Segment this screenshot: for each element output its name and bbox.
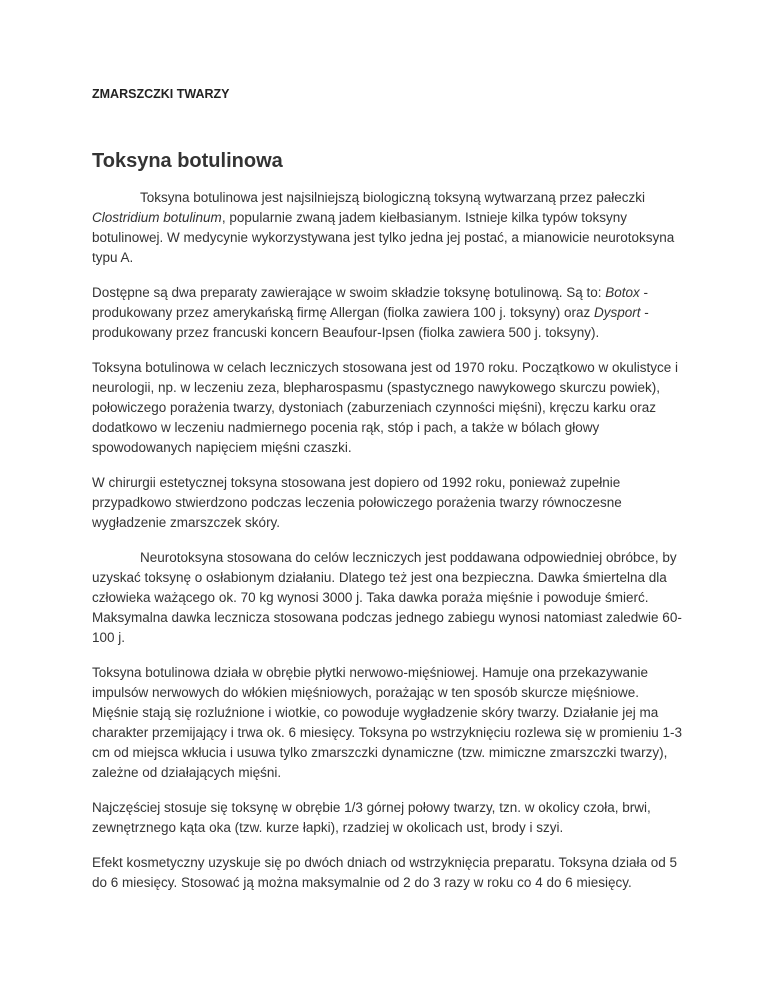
paragraph-2-text-a: Dostępne są dwa preparaty zawierające w swoim składzie toksynę botulinową. Są to: bbox=[92, 285, 606, 300]
paragraph-4: W chirurgii estetycznej toksyna stosowana jest dopiero od 1992 roku, ponieważ zupełnie przypadkowo stwierdzono podczas leczenia połowiczego porażenia twarzy równoczesne wygładzenie zmarszczek skóry. bbox=[92, 475, 622, 530]
paragraph-2-text-e: - produkowany przez francuski koncern Beaufour-Ipsen (fiolka zawiera 500 j. toksyny). bbox=[92, 305, 649, 340]
paragraph-2-text-c: - produkowany przez amerykańską firmę Allergan (fiolka zawiera 100 j. toksyny) oraz bbox=[92, 285, 649, 320]
paragraph-3: Toksyna botulinowa w celach leczniczych stosowana jest od 1970 roku. Początkowo w okulistyce i neurologii, np. w leczeniu zeza, blepharospasmu (spastycznego nawykowego skurczu powiek), połowiczego porażenia twarzy, dystoniach (zaburzeniach czynności mięśni), kręczu karku oraz dodatkowo w leczeniu nadmiernego pocenia rąk, stóp i pach, a także w bólach głowy spowodowanych napięciem mięśni czaszki. bbox=[92, 360, 679, 455]
paragraph-6: Toksyna botulinowa działa w obrębie płytki nerwowo-mięśniowej. Hamuje ona przekazywanie impulsów nerwowych do włókien mięśniowych, porażając w ten sposób skurcze mięśniowe. Mięśnie stają się rozluźnione i wiotkie, co powoduje wygładzenie skóry twarzy. Działanie jej ma charakter przemijający i trwa ok. 6 miesięcy. Toksyna po wstrzyknięciu rozlewa się w promieniu 1-3 cm od miejsca wkłucia i usuwa tylko zmarszczki dynamiczne (tzw. mimiczne zmarszczki twarzy), zależne od działających mięśni. bbox=[92, 665, 682, 780]
paragraph-1-text-c: , popularnie zwaną jadem kiełbasianym. Istnieje kilka typów toksyny botulinowej. W medycynie wykorzystywana jest tylko jedna jej postać, a mianowicie neurotoksyna typu A. bbox=[92, 210, 675, 265]
paragraph-1-text-a: Toksyna botulinowa jest najsilniejszą biologiczną toksyną wytwarzaną przez pałeczki bbox=[140, 190, 646, 205]
paragraph-1 bbox=[92, 188, 684, 268]
section-label: ZMARSZCZKI TWARZY bbox=[92, 87, 230, 101]
paragraph-8: Efekt kosmetyczny uzyskuje się po dwóch dniach od wstrzyknięcia preparatu. Toksyna działa od 5 do 6 miesięcy. Stosować ją można maksymalnie od 2 do 3 razy w roku co 4 do 6 miesięcy. bbox=[92, 855, 678, 890]
page-title: Toksyna botulinowa bbox=[92, 150, 283, 172]
paragraph-1-italic-species: Clostridium botulinum bbox=[92, 210, 222, 225]
paragraph-2-italic-botox: Botox bbox=[605, 285, 640, 300]
paragraph-2 bbox=[92, 283, 684, 343]
paragraph-5: Neurotoksyna stosowana do celów leczniczych jest poddawana odpowiedniej obróbce, by uzyskać toksynę o osłabionym działaniu. Dlatego też jest ona bezpieczna. Dawka śmiertelna dla człowieka ważącego ok. 70 kg wynosi 3000 j. Taka dawka poraża mięśnie i powoduje śmierć. Maksymalna dawka lecznicza stosowana podczas jednego zabiegu wynosi natomiast zaledwie 60-100 j. bbox=[92, 550, 682, 645]
paragraph-2-italic-dysport: Dysport bbox=[593, 305, 641, 320]
paragraph-7: Najczęściej stosuje się toksynę w obrębie 1/3 górnej połowy twarzy, tzn. w okolicy czoła, brwi, zewnętrznego kąta oka (tzw. kurze łapki), rzadziej w okolicach ust, brody i szyi. bbox=[92, 800, 651, 835]
document-page bbox=[92, 86, 684, 893]
